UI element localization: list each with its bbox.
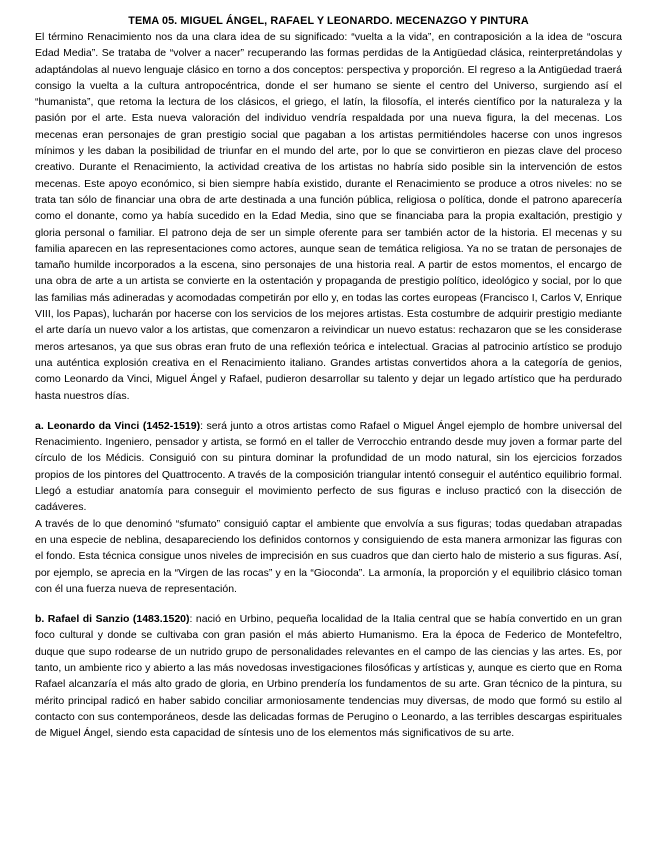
rafael-paragraph [35,611,622,741]
leonardo-heading: a. Leonardo da Vinci (1452-1519) [35,419,201,432]
document-page [35,14,622,741]
rafael-heading: b. Rafael di Sanzio (1483.1520) [35,613,190,626]
section-gap [35,597,622,611]
rafael-text: : nació en Urbino, pequeña localidad de la Italia central que se había convertido en un gran foco cultural y donde se cultivaba con gran pasión el más abierto Humanismo. Era la época de Federico de Montefeltro, duque que supo rodearse de un nutrido grupo de personalidades relevantes en el campo de las ciencias y las artes. Es, por tanto, un ambiente rico y abierto a las más novedosas investigaciones filosóficas y artísticas y, aunque es cierto que en Roma Rafael alcanzaría el más alto grado de gloria, en Urbino prendería los fundamentos de su arte. Gran técnico de la pintura, su mérito principal radicó en haber sabido conciliar armoniosamente tendencias muy diversas, de modo que formó su estilo al contacto con sus contemporáneos, desde las delicadas formas de Perugino o Leonardo, a las terribles descargas espirituales de Miguel Ángel, siendo esta capacidad de síntesis uno de los elementos más significativos de su arte. [35,613,623,740]
leonardo-paragraph-2: A través de lo que denominó “sfumato” consiguió captar el ambiente que envolvía a sus figuras; todas quedaban atrapadas en una especie de neblina, desapareciendo los definidos contornos y consiguiendo de esta manera armonizar las figuras con el fondo. Esta técnica consigue unos niveles de imprecisión en sus cuadros que dan cierto halo de misterio a sus figuras. Así, por ejemplo, se aprecia en la “Virgen de las rocas” y en la “Gioconda”. La armonía, la proporción y el equilibrio clásico toman con él una fuerza nueva de representación. [35,517,622,595]
section-gap [35,404,622,418]
leonardo-text: : será junto a otros artistas como Rafael o Miguel Ángel ejemplo de hombre universal del Renacimiento. Ingeniero, pensador y artista, se formó en el taller de Verrocchio entrando desde muy joven a formar parte del círculo de los Médicis. Consiguió con su pintura dominar la profundidad de un modo natural, sin los ejercicios forzados propios de los pintores del Quattrocento. A través de la composición triangular intentó conseguir el auténtico equilibrio formal. Llegó a estudiar anatomía para conseguir el movimiento perfecto de sus figuras e incluso practicó con la disección de cadáveres. [35,419,622,514]
intro-paragraph: El término Renacimiento nos da una clara idea de su significado: “vuelta a la vida”, en contraposición a la idea de “oscura Edad Media”. Se trataba de “volver a nacer” recuperando las formas perdidas de la Antigüedad clásica, reinterpretándolas y adaptándolas al nuevo lenguaje clásico en torno a dos conceptos: perspectiva y proporción. El regreso a la Antigüedad traerá consigo la vuelta a la cultura antropocéntrica, donde el ser humano se siente el centro del Universo, surgiendo así el “humanista”, que retoma la lectura de los clásicos, el griego, el latín, la filosofía, el interés científico por la naturaleza y la pasión por el arte. Esta nueva valoración del individuo vendría respaldada por una nueva figura, la del mecenas. Los mecenas eran personajes de gran prestigio social que pagaban a los artistas permitiéndoles hacerse con unos ingresos mínimos y les daban la posibilidad de triunfar en el mundo del arte, por lo que se convirtieron en piezas clave del proceso creativo. Durante el Renacimiento, la actividad creativa de los artistas no habría sido posible sin la intervención de estos mecenas. Este apoyo económico, si bien siempre había existido, durante el Renacimiento se produce a otros niveles: no se trata tan sólo de financiar una obra de arte destinada a una función pública, religiosa o política, donde el patrono aparecería como el donante, como ya había sucedido en la Edad Media, sino que se financiaba para la propia exaltación, prestigio y gloria personal o familiar. El patrono deja de ser un simple oferente para ser también actor de la historia. El mecenas y su familia aparecen en las representaciones como actores, aunque sean de temática religiosa. Ya no se tratan de personajes de tamaño humilde incorporados a la escena, sino personajes de una historia real. A partir de estos momentos, el encargo de una obra de arte a un artista se convierte en la ostentación y propaganda de prestigio político, ideológico y social, por lo que las familias más adineradas y acomodadas competirán por ello y, en todas las cortes europeas (Francisco I, Carlos V, Enrique VIII, los Papas), lucharán por hacerse con los servicios de los mejores artistas. Esta costumbre de adquirir prestigio mediante el arte daría un nuevo valor a los artistas, que comenzaron a reivindicar un nuevo estatus: rechazaron que se les considerase meros artesanos, ya que sus obras eran fruto de una reflexión teórica e intelectual. Gracias al patrocinio artístico se produjo una auténtica explosión creativa en el Renacimiento italiano. Grandes artistas convertidos ahora a la categoría de genios, como Leonardo da Vinci, Miguel Ángel y Rafael, pudieron desarrollar su talento y dejar un legado artístico que ha perdurado hasta nuestros días. [35,31,622,402]
document-title: TEMA 05. MIGUEL ÁNGEL, RAFAEL Y LEONARDO. MECENAZGO Y PINTURA [128,15,529,27]
leonardo-paragraph [35,418,622,516]
